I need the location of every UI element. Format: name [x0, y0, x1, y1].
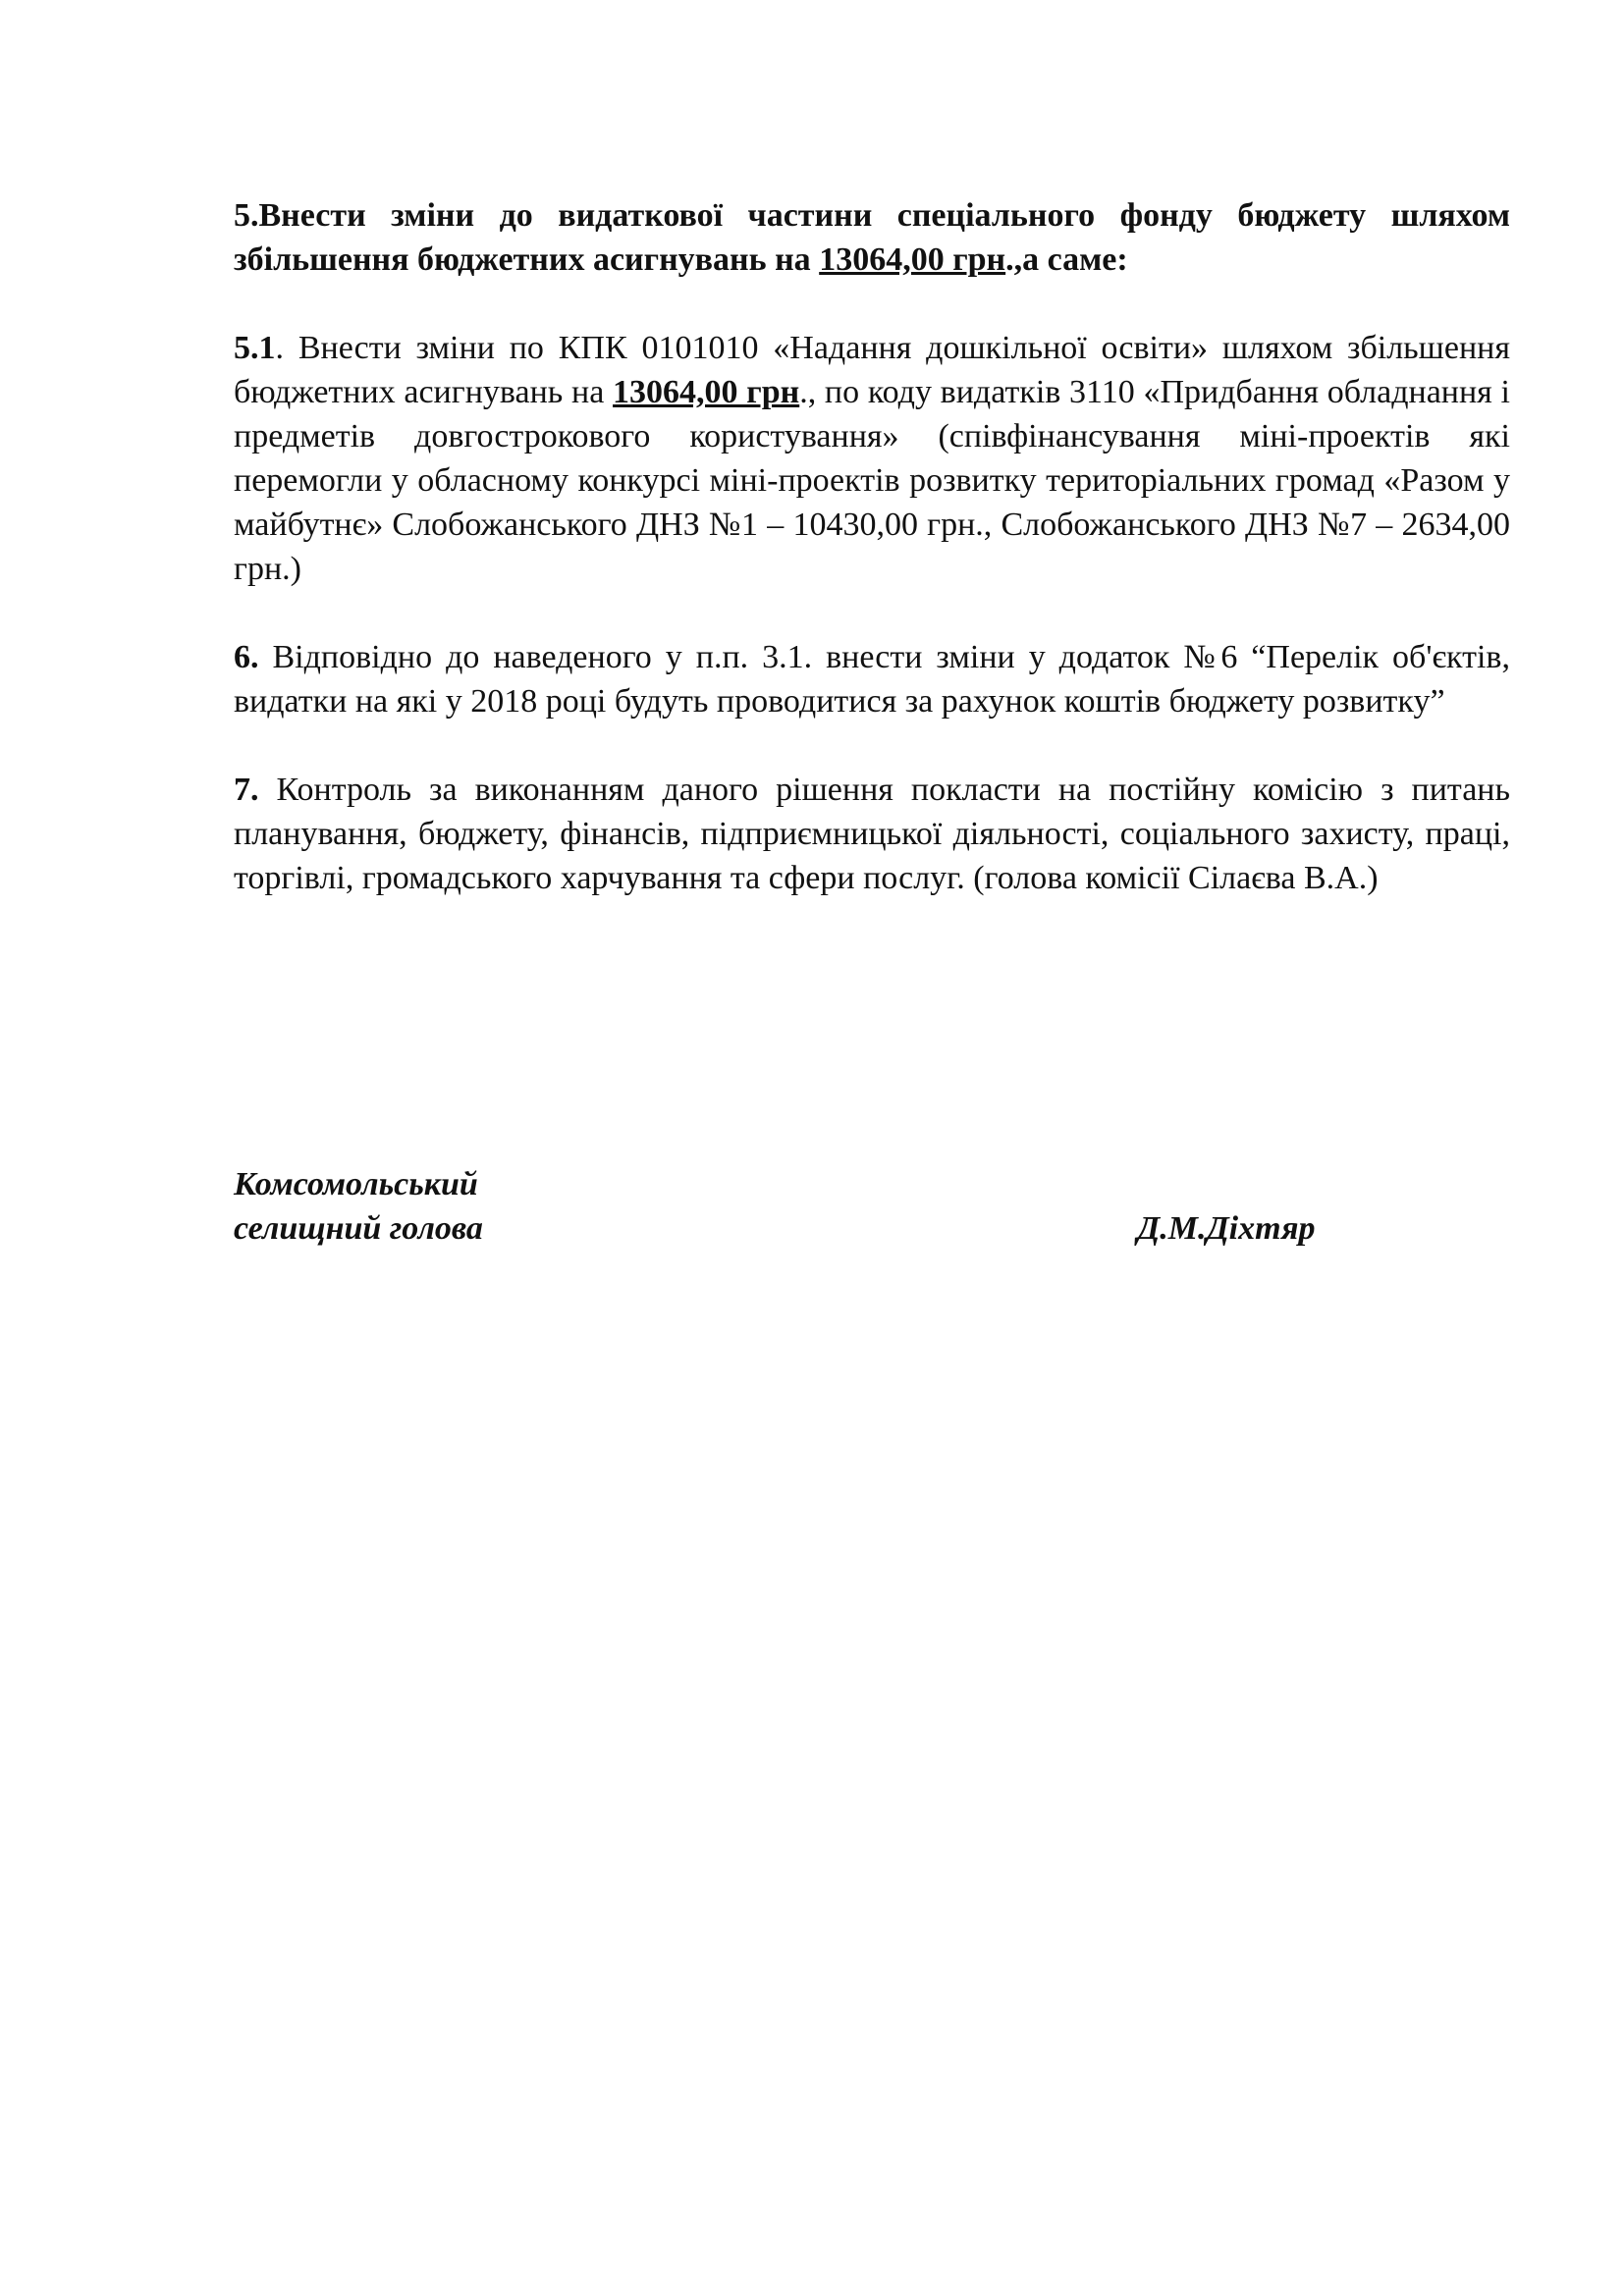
- paragraph-5-1-tail: ., по коду видатків 3110 «Придбання обладнання і предметів довгострокового користування» (співфінансування міні-проектів які перемогли у обласному конкурсі міні-проектів розвитку територіальних громад «Разом у майбутнє» Слобожанського ДНЗ №1 – 10430,00 грн., Слобожанського ДНЗ №7 – 2634,00 грн.): [234, 374, 1510, 587]
- paragraph-5-text: Внести зміни до видаткової частини спеціального фонду бюджету шляхом збільшення бюджетних асигнувань на: [234, 197, 1510, 278]
- paragraph-7-number: 7.: [234, 772, 259, 808]
- paragraph-7-text: Контроль за виконанням даного рішення покласти на постійну комісію з питань планування, бюджету, фінансів, підприємницької діяльності, соціального захисту, праці, торгівлі, громадського харчування та сфери послуг. (голова комісії Сілаєва В.А.): [234, 772, 1510, 896]
- paragraph-6-text: Відповідно до наведеного у п.п. 3.1. внести зміни у додаток №6 “Перелік об'єктів, видатки на які у 2018 році будуть проводитися за рахунок коштів бюджету розвитку”: [234, 639, 1510, 720]
- signer-name: Д.М.Діхтяр: [1137, 1210, 1316, 1247]
- signer-title-line-2: селищний голова: [234, 1210, 483, 1247]
- paragraph-5-1: [234, 326, 1510, 591]
- paragraph-5-tail: .,а саме:: [1005, 241, 1128, 278]
- signer-title-line-1: Комсомольський: [234, 1166, 478, 1202]
- document-body: [234, 193, 1510, 900]
- paragraph-5-1-number: 5.1: [234, 330, 276, 366]
- paragraph-5-1-amount: 13064,00 грн: [613, 374, 800, 410]
- paragraph-5-number: 5.: [234, 197, 259, 234]
- paragraph-6: [234, 635, 1510, 723]
- paragraph-5: [234, 193, 1510, 282]
- paragraph-7: [234, 768, 1510, 900]
- paragraph-6-number: 6.: [234, 639, 259, 675]
- paragraph-5-amount: 13064,00 грн: [819, 241, 1006, 278]
- signer-title: [234, 1162, 744, 1251]
- paragraph-5-1-text: . Внести зміни по КПК 0101010 «Надання дошкільної освіти» шляхом збільшення бюджетних асигнувань на: [234, 330, 1510, 410]
